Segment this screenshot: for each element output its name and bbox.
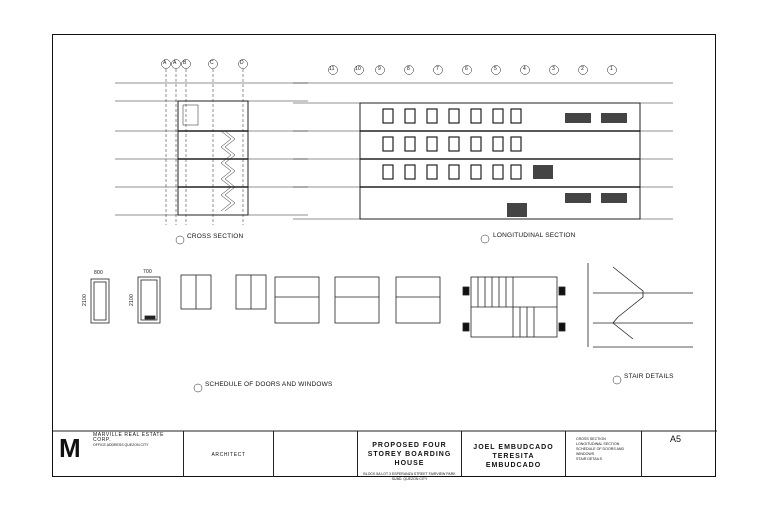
window-w1-elevation bbox=[181, 275, 266, 309]
grid-label: A bbox=[173, 60, 177, 66]
grid-label: 3 bbox=[552, 66, 555, 72]
sheet-number: A5 bbox=[670, 434, 682, 444]
grid-label: 1 bbox=[610, 66, 613, 72]
door-d1-width: 800 bbox=[94, 270, 103, 276]
grid-label: D bbox=[240, 60, 244, 66]
grid-label: 8 bbox=[407, 66, 410, 72]
grid-label: 5 bbox=[494, 66, 497, 72]
company-cell bbox=[91, 431, 181, 477]
sheet-content-item: LONGITUDINAL SECTION bbox=[576, 442, 620, 446]
grid-label: B bbox=[183, 60, 187, 66]
drawing-linework bbox=[53, 35, 717, 478]
project-location: BLOCK 5A LOT 3 ESPERANZA STREET FAIRVIEW PARK SUBD. QUEZON CITY bbox=[363, 472, 456, 481]
schedule-marker bbox=[194, 384, 202, 392]
door-d1-elevation bbox=[91, 279, 109, 323]
grid-label: 2 bbox=[581, 66, 584, 72]
owner-cell bbox=[461, 431, 565, 477]
cross-section-grid bbox=[162, 60, 248, 226]
stair-section bbox=[588, 263, 693, 347]
cross-section-building bbox=[178, 101, 248, 215]
door-d2-width: 700 bbox=[143, 269, 152, 275]
project-cell bbox=[357, 431, 461, 481]
project-title: PROPOSED FOUR STOREY BOARDING HOUSE bbox=[367, 442, 452, 467]
schedule-title: SCHEDULE OF DOORS AND WINDOWS bbox=[205, 381, 333, 388]
cross-section-title: CROSS SECTION bbox=[187, 233, 244, 240]
company-name: MARVILLE REAL ESTATE CORP. bbox=[93, 432, 165, 443]
company-sub: OFFICE ADDRESS QUEZON CITY bbox=[93, 443, 149, 447]
window-w2-elevation bbox=[275, 277, 440, 323]
architect-cell bbox=[183, 431, 273, 477]
sheet-contents-cell bbox=[565, 431, 641, 477]
cross-section-marker bbox=[176, 236, 184, 244]
grid-label: C bbox=[210, 60, 214, 66]
owner-names: JOEL EMBUDCADO TERESITA EMBUDCADO bbox=[473, 444, 554, 469]
grid-label: 9 bbox=[378, 66, 381, 72]
longitudinal-section-title: LONGITUDINAL SECTION bbox=[493, 232, 576, 239]
longitudinal-building bbox=[293, 83, 673, 219]
company-logo-icon: M bbox=[59, 433, 81, 463]
grid-label: 11 bbox=[329, 66, 335, 72]
grid-label: 7 bbox=[436, 66, 439, 72]
sheet-number-cell bbox=[641, 431, 717, 477]
grid-label: A bbox=[163, 60, 167, 66]
door-d2-height: 2100 bbox=[128, 294, 135, 306]
stair-details-marker bbox=[613, 376, 621, 384]
sheet-content-item: CROSS SECTION bbox=[576, 437, 606, 441]
longitudinal-grid bbox=[329, 66, 617, 75]
longitudinal-section-marker bbox=[481, 235, 489, 243]
grid-label: 10 bbox=[355, 66, 361, 72]
door-d1-height: 2100 bbox=[81, 294, 88, 306]
stair-details-title: STAIR DETAILS bbox=[624, 373, 674, 380]
sheet-content-item: STAIR DETAILS bbox=[576, 457, 603, 461]
stair-plan bbox=[463, 277, 565, 337]
architect-label: ARCHITECT bbox=[211, 452, 246, 458]
grid-label: 6 bbox=[465, 66, 468, 72]
grid-label: 4 bbox=[523, 66, 526, 72]
drawing-sheet bbox=[52, 34, 716, 481]
cross-section-level-lines bbox=[115, 83, 308, 215]
door-d2-elevation bbox=[138, 277, 160, 323]
notes-cell bbox=[273, 431, 357, 477]
sheet-content-item: SCHEDULE OF DOORS AND WINDOWS bbox=[576, 447, 625, 456]
